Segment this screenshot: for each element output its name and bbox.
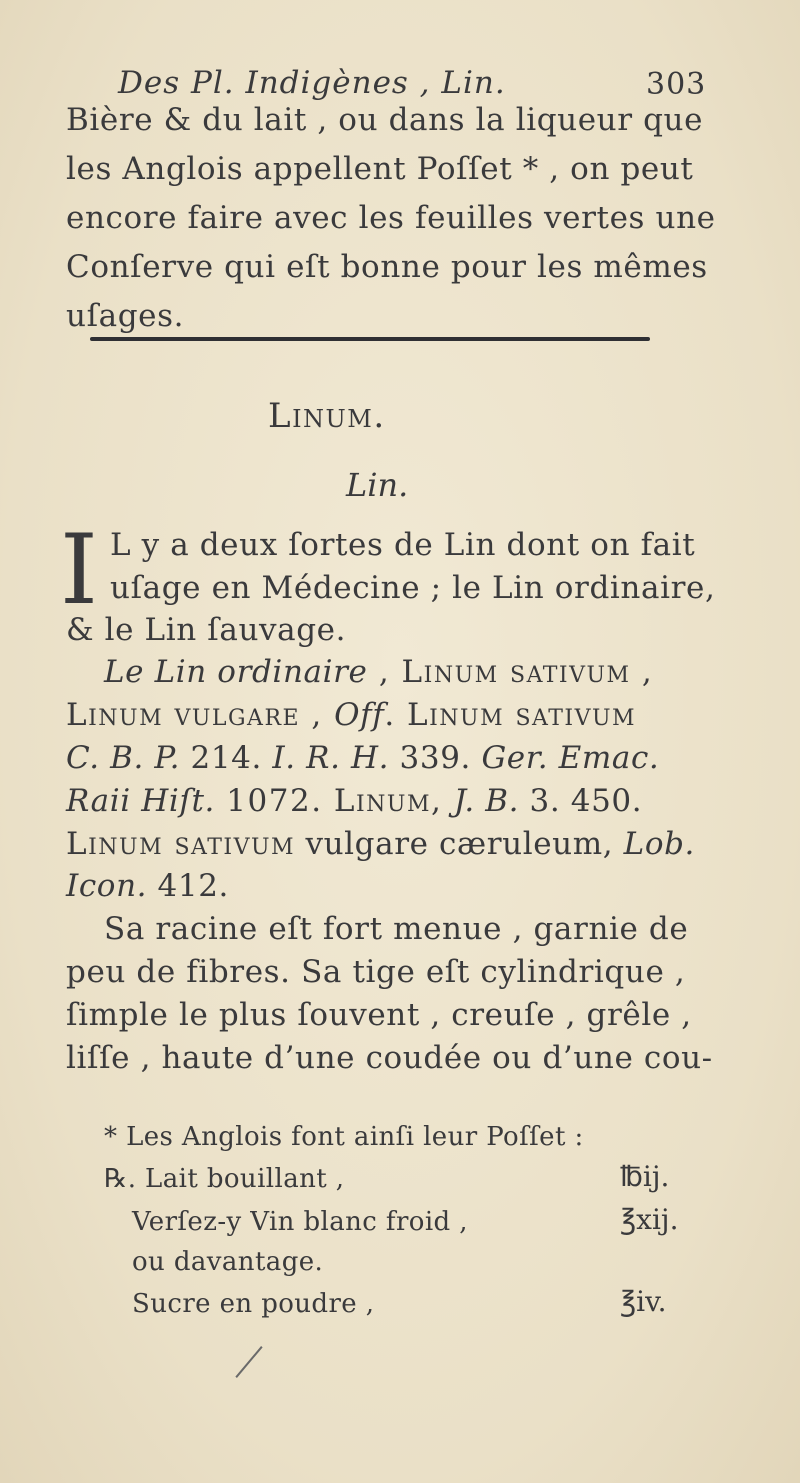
page-number: 303 — [646, 67, 707, 102]
paragraph-line: Bière & du lait , ou dans la liqueur que — [66, 102, 704, 138]
latin-name: . Linum sativum — [384, 697, 637, 733]
paragraph-line: uſages. — [66, 298, 185, 334]
latin-name: Linum sativum — [66, 826, 296, 862]
intro-line: uſage en Médecine ; le Lin ordinaire, — [110, 570, 716, 606]
latin-name: Linum vulgare , — [66, 697, 335, 733]
running-header — [118, 65, 707, 102]
reference-abbrev: I. R. H. — [272, 740, 390, 776]
reference-abbrev: Lob. — [623, 826, 695, 862]
description-line: ſimple le plus ſouvent , creuſe , grêle , — [66, 997, 692, 1033]
reference-page: 214. — [180, 740, 273, 776]
reference-page: 3. 450. — [519, 783, 643, 819]
latin-name: 1072. Linum, — [214, 783, 454, 819]
synonymy-line — [66, 826, 695, 862]
footnote-intro: * Les Anglois font ainſi leur Poſſet : — [104, 1122, 584, 1152]
running-title: Des Pl. Indigènes , Lin. — [118, 65, 506, 101]
footnote-dose: ℔ij. — [620, 1160, 670, 1193]
reference-abbrev: C. B. P. — [66, 740, 181, 776]
common-name: Le Lin ordinaire — [104, 654, 368, 690]
synonymy-line — [66, 868, 229, 904]
paragraph-line: Conſerve qui eſt bonne pour les mêmes — [66, 249, 708, 285]
reference-page: 412. — [147, 868, 229, 904]
description-line: peu de fibres. Sa tige eſt cylindrique , — [66, 954, 686, 990]
reference-abbrev: J. B. — [453, 783, 520, 819]
synonymy-line — [66, 740, 660, 776]
drop-capital: I — [60, 514, 98, 626]
footnote-recipe-line: Sucre en poudre , — [132, 1289, 375, 1319]
reference-abbrev: Ger. Emac. — [481, 740, 660, 776]
section-divider — [90, 337, 650, 341]
intro-line: & le Lin ſauvage. — [66, 612, 347, 648]
reference-abbrev: Icon. — [66, 868, 148, 904]
reference-abbrev: Raii Hiſt. — [66, 783, 215, 819]
synonymy-line — [66, 697, 637, 733]
ink-stroke-mark — [235, 1346, 262, 1378]
paragraph-line: les Anglois appellent Poſſet * , on peut — [66, 151, 694, 187]
paragraph-line: encore faire avec les feuilles vertes une — [66, 200, 716, 236]
section-title: Linum. — [268, 396, 386, 436]
footnote-dose: ℥xij. — [620, 1203, 679, 1236]
description-line: liſſe , haute d’une coudée ou d’une cou- — [66, 1040, 713, 1076]
intro-line: L y a deux ſortes de Lin dont on fait — [110, 527, 696, 563]
footnote-recipe-line: Verſez-y Vin blanc froid , — [132, 1207, 468, 1237]
synonymy-line — [104, 654, 654, 690]
synonymy-line — [66, 783, 643, 819]
latin-name: , Linum sativum , — [367, 654, 654, 690]
footnote-recipe-line: ℞. Lait bouillant , — [104, 1164, 345, 1194]
footnote-recipe-line: ou davantage. — [132, 1247, 324, 1277]
latin-name: vulgare cæruleum, — [295, 826, 624, 862]
footnote-dose: ℥iv. — [620, 1285, 667, 1318]
reference-abbrev: Off — [334, 697, 385, 733]
description-line: Sa racine eſt fort menue , garnie de — [104, 911, 689, 947]
reference-page: 339. — [389, 740, 482, 776]
section-subtitle: Lin. — [346, 466, 409, 504]
